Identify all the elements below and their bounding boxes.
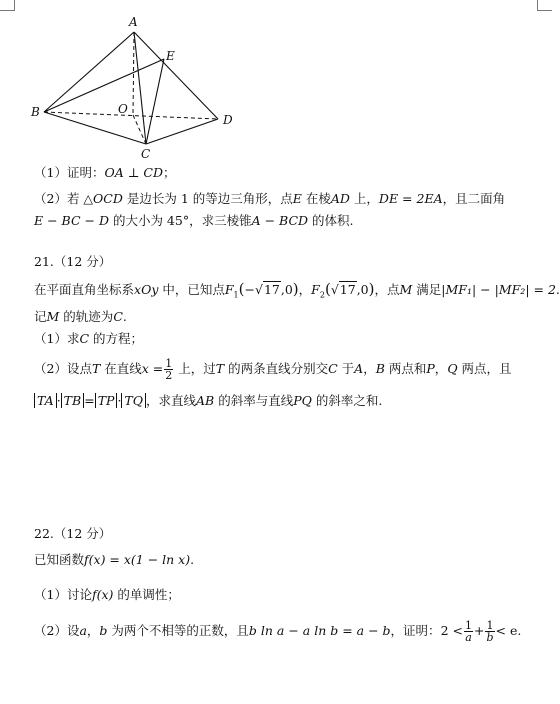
- crop-mark-top-right: [537, 0, 552, 11]
- q21-part1: （1）求C 的方程；: [34, 331, 144, 346]
- fraction-one-over-b: $\frac{1}{b}$: [486, 619, 494, 644]
- q20-part1: （1）证明：OA ⊥ CD；: [34, 165, 176, 180]
- q21-line3: TA · TB = TP · TQ ，求直线AB 的斜率与直线PQ 的斜率之和.: [34, 392, 382, 410]
- q22-part2: （2）设a，b 为两个不相等的正数，且b ln a − a ln b = a − b，证明：2 < $\frac{1}{a}$ + $\frac{1}{b}$ < e.: [34, 619, 522, 644]
- edge-be: [44, 59, 164, 112]
- q22-part1: （1）讨论f(x) 的单调性；: [34, 587, 180, 602]
- label-b: B: [31, 105, 40, 119]
- q22-line1: 已知函数f(x) = x(1 − ln x).: [34, 552, 195, 567]
- label-o: O: [118, 102, 128, 116]
- edge-bc: [44, 112, 146, 144]
- edge-cd: [146, 119, 218, 144]
- edge-ab: [44, 32, 134, 112]
- edge-ad: [134, 32, 218, 119]
- q22-heading: 22.（12 分）: [34, 526, 112, 541]
- label-c: C: [141, 147, 151, 161]
- fraction-one-over-a: $\frac{1}{a}$: [464, 619, 472, 644]
- label-d: D: [223, 113, 233, 127]
- q21-part2: （2）设点T 在直线x = $\frac{1}{2}$ 上，过T 的两条直线分别交C 于A，B 两点和P，Q 两点，且: [34, 357, 512, 382]
- q21-line1: 在平面直角坐标系xOy 中，已知点$F_1(-√17,0)$，$F_2(√17,0)$，点M 满足|MF₁| − |MF₂| = 2.: [34, 280, 560, 300]
- segment-ao-hidden: [133, 32, 134, 115]
- label-e: E: [166, 49, 175, 63]
- crop-mark-top-left: [0, 0, 15, 11]
- tetrahedron-figure: [20, 12, 260, 172]
- edge-ac: [134, 32, 146, 144]
- label-a: A: [129, 15, 138, 29]
- q21-line2: 记M 的轨迹为C.: [34, 309, 127, 324]
- fraction-one-half: $\frac{1}{2}$: [165, 357, 173, 382]
- edge-ce: [146, 59, 164, 144]
- q20-part2: （2）若 △OCD 是边长为 1 的等边三角形，点E 在棱AD 上，DE = 2EA，且二面角: [34, 191, 506, 206]
- q20-part2-cont: E − BC − D 的大小为 45°，求三棱锥A − BCD 的体积.: [34, 213, 354, 228]
- edge-bd-hidden: [44, 112, 218, 119]
- q21-heading: 21.（12 分）: [34, 254, 112, 269]
